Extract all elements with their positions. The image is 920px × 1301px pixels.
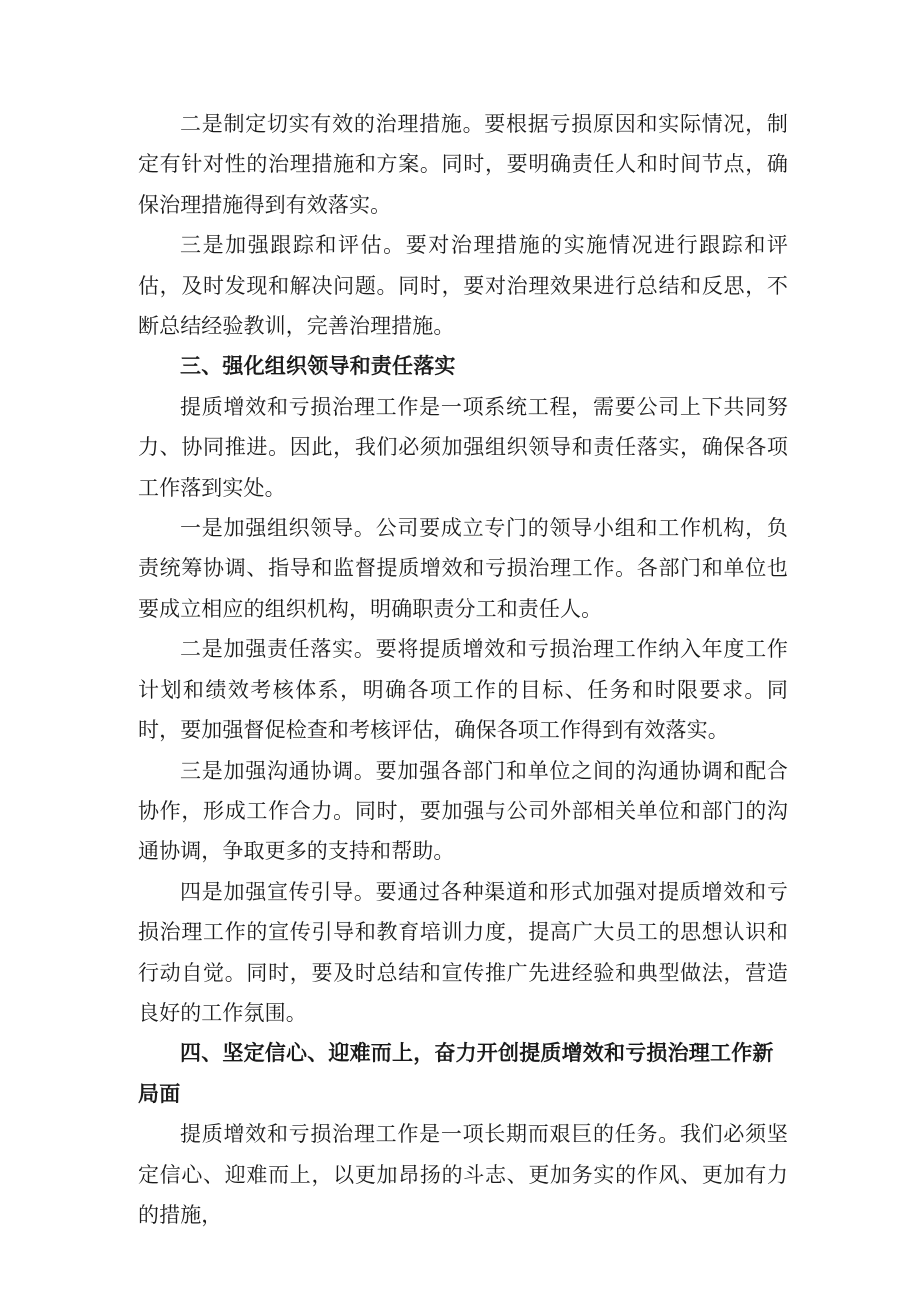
section-heading-4: 四、坚定信心、迎难而上，奋力开创提质增效和亏损治理工作新局面 [138, 1041, 774, 1106]
paragraph-measure-3: 三是加强跟踪和评估。要对治理措施的实施情况进行跟踪和评估，及时发现和解决问题。同时，要对治理效果进行总结和反思，不断总结经验教训，完善治理措施。 [138, 233, 788, 339]
paragraph-publicity: 四是加强宣传引导。要通过各种渠道和形式加强对提质增效和亏损治理工作的宣传引导和教育培训力度，提高广大员工的思想认识和行动自觉。同时，要及时总结和宣传推广先进经验和典型做法，营造良好的工作氛围。 [138, 879, 788, 1025]
section-heading-3: 三、强化组织领导和责任落实 [180, 354, 456, 379]
paragraph-communication: 三是加强沟通协调。要加强各部门和单位之间的沟通协调和配合协作，形成工作合力。同时，要加强与公司外部相关单位和部门的沟通协调，争取更多的支持和帮助。 [138, 758, 788, 864]
paragraph-section-3-intro: 提质增效和亏损治理工作是一项系统工程，需要公司上下共同努力、协同推进。因此，我们必须加强组织领导和责任落实，确保各项工作落到实处。 [138, 394, 788, 500]
document-body [138, 104, 788, 1235]
paragraph-responsibility: 二是加强责任落实。要将提质增效和亏损治理工作纳入年度工作计划和绩效考核体系，明确各项工作的目标、任务和时限要求。同时，要加强督促检查和考核评估，确保各项工作得到有效落实。 [138, 637, 788, 743]
paragraph-organize-leadership: 一是加强组织领导。公司要成立专门的领导小组和工作机构，负责统筹协调、指导和监督提质增效和亏损治理工作。各部门和单位也要成立相应的组织机构，明确职责分工和责任人。 [138, 516, 788, 621]
paragraph-section-4-intro: 提质增效和亏损治理工作是一项长期而艰巨的任务。我们必须坚定信心、迎难而上，以更加昂扬的斗志、更加务实的作风、更加有力的措施， [138, 1122, 788, 1227]
paragraph-measure-2: 二是制定切实有效的治理措施。要根据亏损原因和实际情况，制定有针对性的治理措施和方案。同时，要明确责任人和时间节点，确保治理措施得到有效落实。 [138, 112, 788, 217]
